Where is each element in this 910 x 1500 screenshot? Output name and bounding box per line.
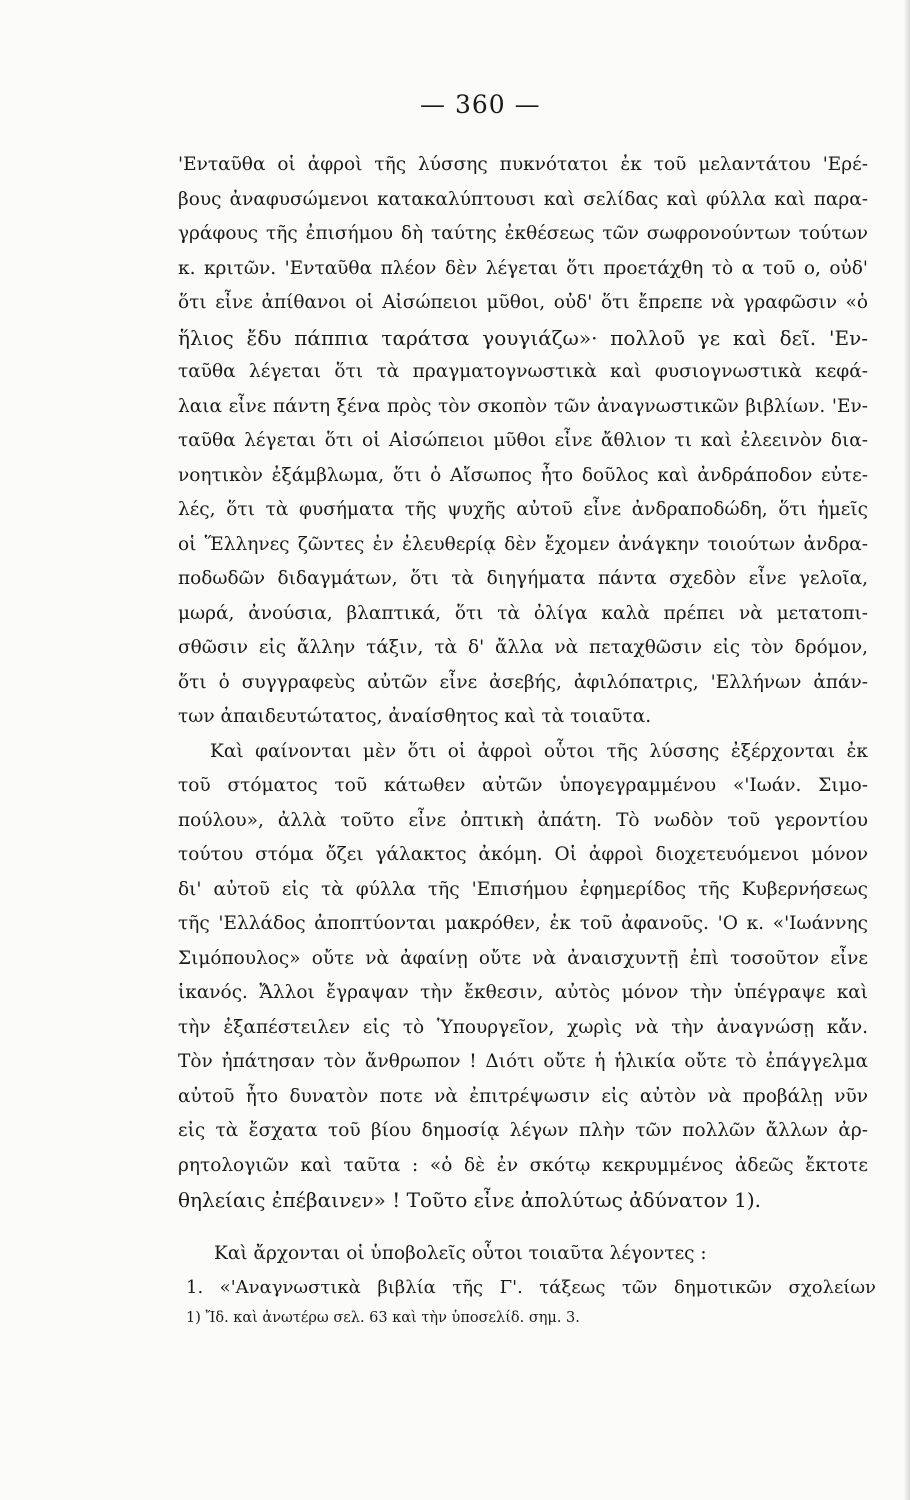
text-line: λαια εἶνε πάντη ξένα πρὸς τὸν σκοπὸν τῶν ἀναγνωστικῶν βιβλίων. 'Εν-: [178, 395, 868, 417]
text-line: εἰς τὰ ἔσχατα τοῦ βίου δημοσίᾳ λέγων πλὴν τῶν πολλῶν ἄλλων ἀρ-: [178, 1120, 868, 1141]
page-number: — 360 —: [420, 90, 541, 119]
text-line: τῆς 'Ελλάδος ἀποπτύονται μακρόθεν, ἐκ τοῦ ἀφανοῦς. 'Ο κ. «'Ιωάννης: [178, 913, 868, 934]
text-line: ρητολογιῶν καὶ ταῦτα : «ὁ δὲ ἐν σκότῳ κεκρυμμένος ἀδεῶς ἔκτοτε: [178, 1154, 868, 1176]
text-line: τούτου στόμα ὄζει γάλακτος ἀκόμη. Οἱ ἀφροὶ διοχετευόμενοι μόνον: [178, 844, 868, 865]
text-line: Τὸν ἠπάτησαν τὸν ἄνθρωπον ! Διότι οὔτε ἡ ἡλικία οὔτε τὸ ἐπάγγελμα: [178, 1051, 868, 1072]
numbered-item: 1. «'Αναγνωστικὰ βιβλία τῆς Γ'. τάξεως τῶν δημοτικῶν σχολείων: [186, 1277, 876, 1298]
text-line: κ. κριτῶν. 'Ενταῦθα πλέον δὲν λέγεται ὅτι προετάχθη τὸ α τοῦ ο, οὐδ': [178, 257, 868, 279]
text-line: ἱκανός. Ἄλλοι ἔγραψαν τὴν ἔκθεσιν, αὐτὸς μόνον τὴν ὑπέγραψε καὶ: [178, 982, 868, 1003]
text-line: πούλου», ἀλλὰ τοῦτο εἶνε ὀπτικὴ ἀπάτη. Τὸ νωδὸν τοῦ γεροντίου: [178, 809, 868, 831]
text-line: Καὶ φαίνονται μὲν ὅτι οἱ ἀφροὶ οὗτοι τῆς λύσσης ἐξέρχονται ἐκ: [210, 740, 868, 762]
main-text: [178, 148, 868, 1218]
intro-line: Καὶ ἄρχονται οἱ ὑποβολεῖς οὗτοι τοιαῦτα λέγοντες :: [214, 1243, 707, 1264]
text-line: 'Ενταῦθα οἱ ἀφροὶ τῆς λύσσης πυκνότατοι ἐκ τοῦ μελαντάτου 'Ερέ-: [178, 154, 868, 175]
text-line: ταῦθα λέγεται ὅτι τὰ πραγματογνωστικὰ καὶ φυσιογνωστικὰ κεφά-: [178, 361, 868, 382]
lower-section: [186, 1237, 876, 1331]
text-line: σθῶσιν εἰς ἄλλην τάξιν, τὰ δ' ἄλλα νὰ πεταχθῶσιν εἰς τὸν δρόμον,: [178, 637, 868, 658]
text-line: ταῦθα λέγεται ὅτι οἱ Αἰσώπειοι μῦθοι εἶνε ἄθλιον τι καὶ ἐλεεινὸν δια-: [178, 430, 868, 451]
text-line: λές, ὅτι τὰ φυσήματα τῆς ψυχῆς αὐτοῦ εἶνε ἀνδραποδώδη, ὅτι ἡμεῖς: [178, 499, 868, 520]
text-line: ἥλιος ἔδυ πάππια ταράτσα γουγιάζω»· πολλοῦ γε καὶ δεῖ. 'Εν-: [178, 325, 868, 350]
text-line: μωρά, ἀνούσια, βλαπτικά, ὅτι τὰ ὀλίγα καλὰ πρέπει νὰ μετατοπι-: [178, 602, 868, 624]
text-line: ποδωδῶν διδαγμάτων, ὅτι τὰ διηγήματα πάντα σχεδὸν εἶνε γελοῖα,: [178, 568, 868, 589]
text-line: νοητικὸν ἐξάμβλωμα, ὅτι ὁ Αἴσωπος ἦτο δοῦλος καὶ ἀνδράποδον εὐτε-: [178, 464, 868, 486]
text-line: οἱ Ἕλληνες ζῶντες ἐν ἐλευθερίᾳ δὲν ἔχομεν ἀνάγκην τοιούτων ἀνδρα-: [178, 533, 868, 555]
text-line: δι' αὐτοῦ εἰς τὰ φύλλα τῆς 'Επισήμου ἐφημερίδος τῆς Κυβερνήσεως: [178, 878, 868, 900]
text-line: θηλείαις ἐπέβαινεν» ! Τοῦτο εἶνε ἀπολύτως ἀδύνατον 1).: [178, 1188, 762, 1212]
footnote: 1) Ἴδ. καὶ ἀνωτέρω σελ. 63 καὶ τὴν ὑποσελίδ. σημ. 3.: [186, 1310, 580, 1326]
text-line: ὅτι εἶνε ἀπίθανοι οἱ Αἰσώπειοι μῦθοι, οὐδ' ὅτι ἔπρεπε νὰ γραφῶσιν «ὁ: [178, 292, 868, 313]
text-line: τοῦ στόματος τοῦ κάτωθεν αὐτῶν ὑπογεγραμμένου «'Ιωάν. Σιμο-: [178, 775, 868, 796]
text-line: αὐτοῦ ἦτο δυνατὸν ποτε νὰ ἐπιτρέψωσιν εἰς αὐτὸν νὰ προβάλῃ νῦν: [178, 1085, 868, 1107]
text-line: βους ἀναφυσώμενοι κατακαλύπτουσι καὶ σελίδας καὶ φύλλα καὶ παρα-: [178, 188, 868, 210]
text-line: των ἀπαιδευτώτατος, ἀναίσθητος καὶ τὰ τοιαῦτα.: [178, 706, 652, 727]
text-line: Σιμόπουλος» οὔτε νὰ ἀφαίνῃ οὔτε νὰ ἀναισχυντῇ ἐπὶ τοσοῦτον εἶνε: [178, 947, 868, 969]
text-line: ὅτι ὁ συγγραφεὺς αὐτῶν εἶνε ἀσεβής, ἀφιλόπατρις, 'Ελλήνων ἀπάν-: [178, 671, 868, 693]
text-line: γράφους τῆς ἐπισήμου δὴ ταύτης ἐκθέσεως τῶν σωφρονούντων τούτων: [178, 223, 868, 244]
text-line: τὴν ἐξαπέστειλεν εἰς τὸ Ὑπουργεῖον, χωρὶς νὰ τὴν ἀναγνώσῃ κἄν.: [178, 1016, 868, 1038]
